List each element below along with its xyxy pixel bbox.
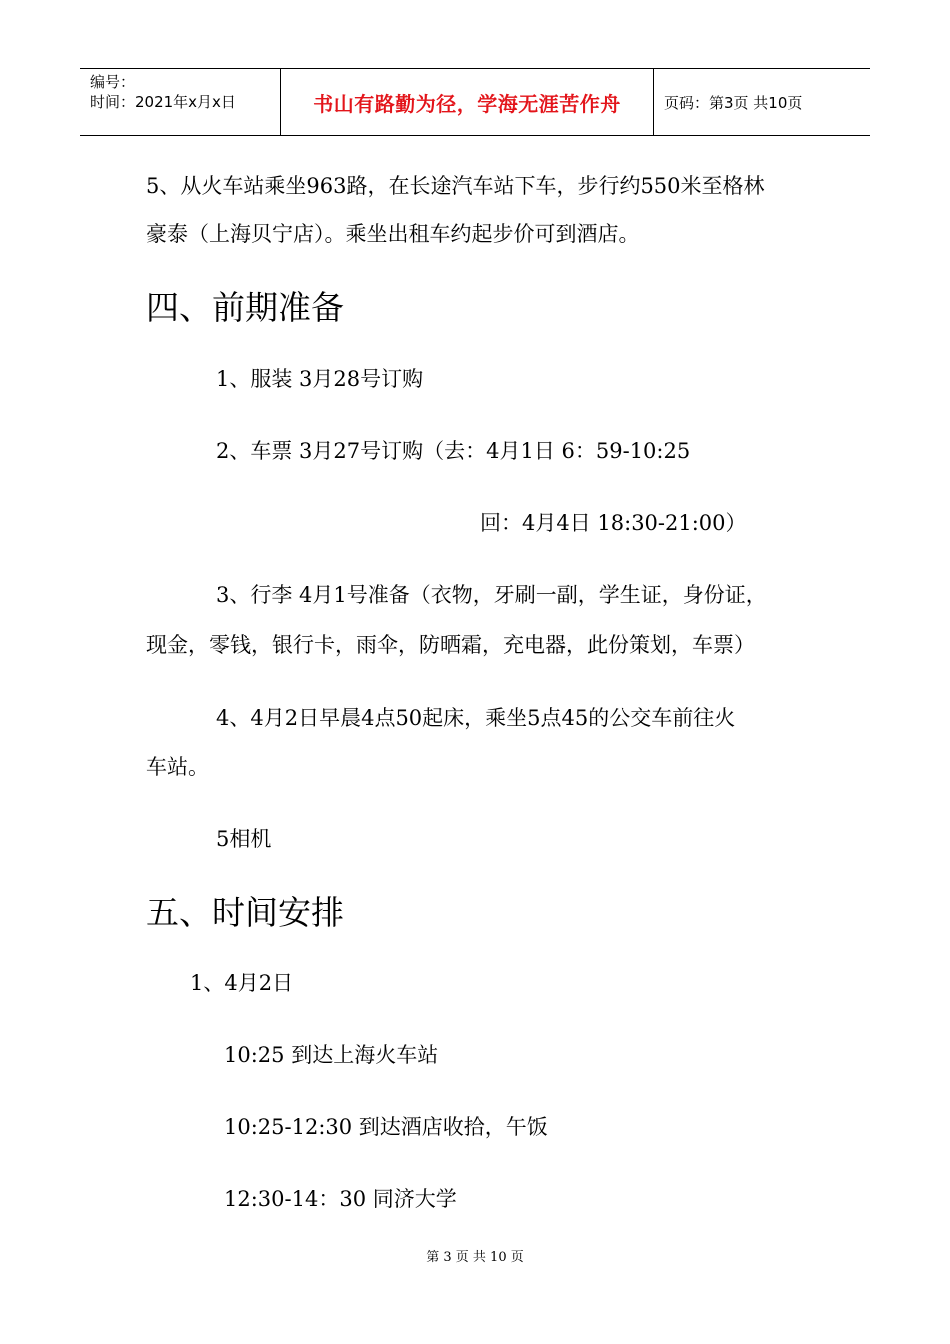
document-header [80,68,870,136]
prep-item-luggage-line2: 现金，零钱，银行卡，雨伞，防晒霜，充电器，此份策划，车票） [146,633,755,657]
schedule-day-1: 1、4月2日 [190,971,294,995]
prep-item-luggage-line1: 3、行李 4月1号准备（衣物，牙刷一副，学生证，身份证， [216,583,767,607]
section-heading-preparation: 四、前期准备 [146,288,344,327]
section-heading-schedule: 五、时间安排 [146,893,344,932]
prep-item-tickets: 2、车票 3月27号订购（去：4月1日 6：59-10:25 [216,439,691,463]
schedule-entry-tongji: 12:30-14：30 同济大学 [224,1187,457,1211]
paragraph-route-5-line1: 5、从火车站乘坐963路，在长途汽车站下车，步行约550米至格林 [146,174,765,198]
schedule-entry-hotel: 10:25-12:30 到达酒店收拾，午饭 [224,1115,548,1139]
prep-item-clothing: 1、服装 3月28号订购 [216,367,424,391]
prep-item-wakeup-line2: 车站。 [146,755,209,779]
prep-item-camera: 5相机 [216,827,272,851]
header-motto: 书山有路勤为径，学海无涯苦作舟 [281,69,654,135]
prep-item-wakeup-line1: 4、4月2日早晨4点50起床，乘坐5点45的公交车前往火 [216,706,736,730]
document-time-label: 时间：2021年x月x日 [90,93,236,111]
paragraph-route-5-line2: 豪泰（上海贝宁店）。乘坐出租车约起步价可到酒店。 [146,222,640,246]
document-number-label: 编号： [90,73,136,91]
prep-item-tickets-return: 回：4月4日 18:30-21:00） [480,511,747,535]
header-meta [80,69,281,135]
header-page-info: 页码：第3页 共10页 [664,93,803,112]
page-footer: 第 3 页 共 10 页 [426,1250,524,1265]
schedule-entry-arrival: 10:25 到达上海火车站 [224,1043,439,1067]
